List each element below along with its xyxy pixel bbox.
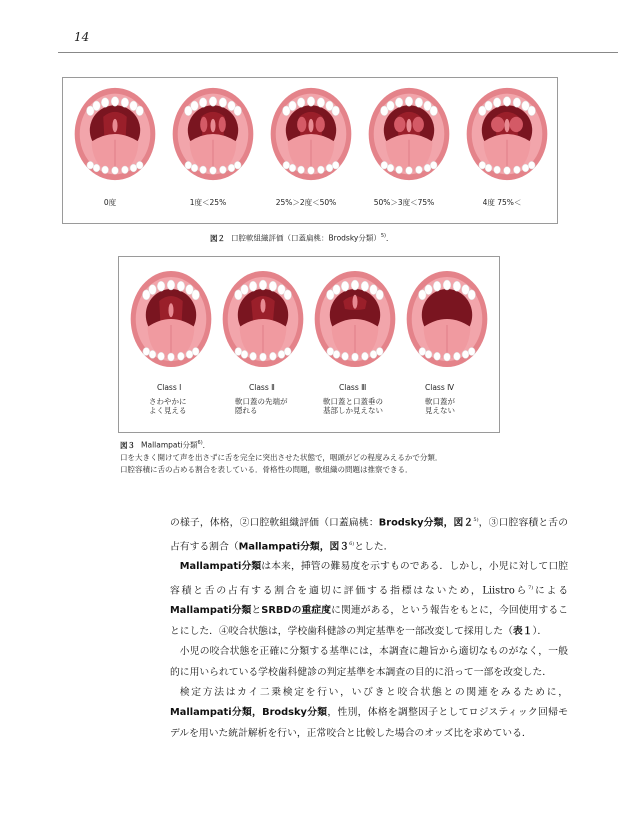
brodsky-mouth-2 (269, 86, 353, 186)
class-desc: 基部しか見えない (323, 406, 383, 415)
class-name: Class Ⅳ (425, 383, 455, 392)
brodsky-label-1: 1度＜25% (189, 198, 227, 207)
mouth-illustration (465, 86, 549, 182)
class-desc: 軟口蓋の先端が (235, 396, 288, 406)
mallampati-mouth-1 (221, 269, 305, 373)
brodsky-mouth-1 (171, 86, 255, 186)
header-rule (58, 52, 618, 53)
brodsky-mouth-4 (465, 86, 549, 186)
paragraph-3: 小児の咬合状態を正確に分類する基準には，本調査に趣旨から適切なものがなく，一般的に用いられている学校歯科健診の判定基準を本調査の目的に沿って一部を改変した． (170, 646, 568, 678)
figure-2-caption: 図２ 口腔軟組織評価（口蓋扁桃：Brodsky分類）$^{5)}$． (210, 233, 394, 243)
mouth-illustration (73, 86, 157, 182)
paragraph-1: の様子，体格，②口腔軟組織評価（口蓋扁桃：Brodsky分類，図２$^{5)}$，③口腔容積と舌の占有する割合（Mallampati分類，図３$^{6)}$とした． (170, 517, 569, 552)
mouth-illustration (171, 86, 255, 182)
mallampati-class-1 (149, 383, 229, 416)
figure-3-ref: 6) (197, 440, 203, 446)
figure-3-caption-line-1: 口を大きく開けて声を出さずに舌を完全に突出させた状態で，咽頭がどの程度みえるかで分類． (120, 452, 443, 462)
body-text (170, 510, 568, 744)
mouth-illustration (405, 269, 489, 369)
figure-3-caption: 図３ Mallampati分類$^{6)}$． 口を大きく開けて声を出さずに舌を完全に突出させた状態で，咽頭がどの程度みえるかで分類． 口腔容積に舌の占める割合を表している．骨格性の問題，軟組織の問題は推察できる． (120, 437, 590, 476)
brodsky-mouth-0 (73, 86, 157, 186)
figure-3-caption-line-2: 口腔容積に舌の占める割合を表している．骨格性の問題，軟組織の問題は推察できる． (120, 464, 413, 474)
figure-2-number: 図２ (210, 233, 225, 243)
class-name: Class Ⅰ (157, 383, 182, 392)
brodsky-label-2: 25%＞2度＜50% (275, 198, 337, 207)
figure-2-caption-text: 口腔軟組織評価（口蓋扁桃：Brodsky分類） (231, 233, 381, 243)
class-desc: さわやかに (149, 396, 187, 406)
figure-3-box (118, 256, 500, 433)
brodsky-label-3: 50%＞3度＜75% (373, 198, 435, 207)
brodsky-label-4: 4度 75%＜ (482, 198, 522, 207)
mallampati-class-2 (235, 383, 315, 416)
class-name: Class Ⅲ (339, 383, 367, 392)
brodsky-mouth-3 (367, 86, 451, 186)
mallampati-mouth-2 (313, 269, 397, 373)
class-desc: 軟口蓋が (425, 396, 455, 406)
mouth-illustration (313, 269, 397, 369)
figure-2-ref: 5) (380, 233, 386, 239)
mallampati-class-3 (323, 383, 403, 416)
figure-2-box (62, 77, 558, 224)
mouth-illustration (129, 269, 213, 369)
brodsky-label-0: 0度 (103, 198, 117, 207)
class-name: Class Ⅱ (249, 383, 275, 392)
mallampati-class-4 (425, 383, 505, 416)
mallampati-mouth-0 (129, 269, 213, 373)
class-desc: 軟口蓋と口蓋垂の (323, 396, 383, 406)
class-desc: 隠れる (235, 406, 258, 415)
mouth-illustration (221, 269, 305, 369)
mouth-illustration (367, 86, 451, 182)
paragraph-2: Mallampati分類は本来，挿管の難易度を示すものである．しかし，小児に対して口腔容積と舌の占有する割合を適切に評価する指標はないため，Liistroら$^{7)}$によるMallampati分類とSRBDの重症度に関連がある，という報告をもとに，今回使用することにした．④咬合状態は，学校歯科健診の判定基準を一部改変して採用した（表１）． (170, 561, 569, 637)
page-number: 14 (74, 30, 90, 44)
class-desc: 見えない (425, 406, 455, 415)
mallampati-mouth-3 (405, 269, 489, 373)
paragraph-4: 検定方法はカイ二乗検定を行い，いびきと咬合状態との関連をみるために，Mallampati分類，Brodsky分類，性別，体格を調整因子としてロジスティック回帰モデルを用いた統計解析を行い，正常咬合と比較した場合のオッズ比を求めている． (170, 687, 568, 739)
mouth-illustration (269, 86, 353, 182)
figure-3-caption-title: Mallampati分類 (141, 440, 198, 450)
class-desc: よく見える (149, 406, 187, 415)
figure-3-number: 図３ (120, 440, 135, 450)
